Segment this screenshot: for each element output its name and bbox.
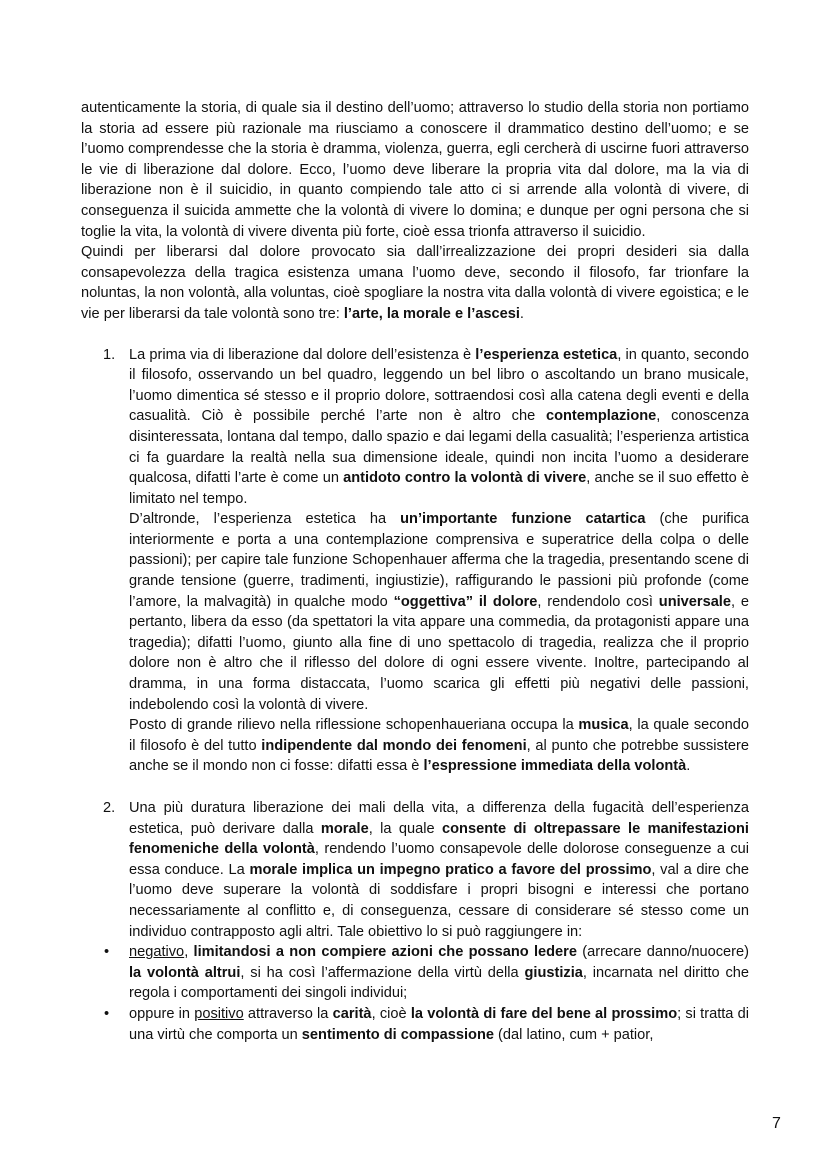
- bold-run: la volontà di fare del bene al prossimo: [410, 1005, 678, 1022]
- text-run: (dal latino, cum + patior,: [494, 1026, 654, 1043]
- bullet-marker: •: [104, 1005, 110, 1022]
- page-number: 7: [772, 1115, 781, 1132]
- bold-run: universale: [658, 593, 731, 610]
- bold-run: consente di oltrepassare le manifestazioni fenomeniche della volontà: [129, 820, 749, 858]
- bullet-text: [129, 942, 749, 1004]
- bold-run: “oggettiva” il dolore: [393, 593, 538, 610]
- underlined-run: negativo: [129, 944, 185, 961]
- intro-paragraph-ways: [81, 242, 749, 324]
- bold-run: l’espressione immediata della volontà: [423, 758, 687, 775]
- text-run: , conoscenza disinteressata, lontana dal tempo, dallo spazio e dai legami della casualità; l’esperienza artistica ci fa guardare la realtà nella sua dimensione ideale, quindi non incita l’uomo a desiderare qualcosa, difatti l’arte è come un: [129, 408, 749, 487]
- text-run: , val a dire che l’uomo deve superare la volontà di soddisfare i propri bisogni e interessi che portano necessariamente al conflitto e, di conseguenza, cessare di considerare sé stesso come un individuo contrapposto agli altri. Tale obiettivo lo si può raggiungere in:: [129, 861, 749, 940]
- bold-run: contemplazione: [545, 408, 657, 425]
- text-run: , rendendo l’uomo consapevole delle dolorose conseguenze a cui essa conduce. La: [129, 841, 749, 878]
- text-run: , in quanto, secondo il filosofo, osservando un bel quadro, leggendo un bel libro o ascoltando un brano musicale, l’uomo dimentica sé stesso e il proprio dolore, sottraendosi così alla catena degli eventi e della casualità. Ciò è possibile perché l’arte non è altro che: [129, 346, 749, 425]
- aesthetic-paragraph-1: [129, 345, 749, 510]
- morality-paragraph: [129, 798, 749, 942]
- bold-run: un’importante funzione catartica: [400, 511, 646, 528]
- document-page: [81, 98, 749, 1045]
- list-number: 2.: [103, 800, 116, 816]
- text-run: , cioè: [371, 1005, 411, 1022]
- bold-run: giustizia: [524, 964, 583, 981]
- text-run: , si ha così l’affermazione della virtù della: [240, 964, 525, 981]
- bold-run: indipendente dal mondo dei fenomeni: [261, 737, 527, 754]
- bold-run: l’esperienza estetica: [475, 346, 618, 363]
- bold-run: la volontà altrui: [129, 964, 241, 981]
- text-run: Posto di grande rilievo nella riflessione schopenhaueriana occupa la: [129, 717, 579, 734]
- text-run: , e pertanto, libera da esso (da spettatori la vita appare una commedia, da protagonisti appare una tragedia); difatti l’uomo, giunto alla fine di uno spettacolo di tragedia, realizza che il proprio dolore non è altro che il riflesso del dolore di ogni essere vivente. Inoltre, partecipando al dramma, in una forma distaccata, l’uomo scarica gli effetti più negativi delle passioni, indebolendo così la volontà di vivere.: [129, 593, 749, 713]
- aesthetic-paragraph-2: [129, 509, 749, 715]
- bold-run: morale: [320, 820, 369, 837]
- text-run: La prima via di liberazione dal dolore dell’esistenza è: [129, 346, 476, 363]
- text-run: (che purifica interiormente e porta a una contemplazione comprensiva e superatrice della colpa o delle passioni); per capire tale funzione Schopenhauer afferma che la tragedia, presentando scene di grande tensione (guerre, tradimenti, ingiustizie), raffigurando le passioni più profonde (come l’amore, la malvagità) in qualche modo: [129, 511, 750, 610]
- list-number: 1.: [103, 346, 116, 363]
- bullet-list: [81, 942, 749, 1045]
- text-run: Quindi per liberarsi dal dolore provocato sia dall’irrealizzazione dei propri desideri sia dalla consapevolezza della tragica esistenza umana l’uomo deve, secondo il filosofo, far trionfare la noluntas, la non volontà, alla voluntas, cioè spogliare la nostra vita dalla volontà di vivere egoistica; e le vie per liberarsi da tale volontà sono tre:: [81, 244, 749, 322]
- text-run: (arrecare danno/nuocere): [576, 944, 749, 961]
- bold-run: limitandosi a non compiere azioni che possano ledere: [193, 944, 577, 961]
- bullet-text: [129, 1004, 749, 1045]
- aesthetic-paragraph-3: [129, 715, 749, 777]
- text-run: , la quale: [368, 820, 443, 837]
- bullet-item-positive: [81, 1004, 749, 1045]
- text-run: D’altronde, l’esperienza estetica ha: [129, 511, 401, 528]
- bullet-item-negative: [81, 942, 749, 1004]
- text-run: oppure in: [129, 1005, 195, 1022]
- list-item-aesthetic: [81, 345, 749, 777]
- bold-run: musica: [578, 717, 629, 734]
- text-run: , rendendolo così: [537, 593, 659, 610]
- text-run: .: [686, 758, 691, 775]
- bold-run: l’arte, la morale e l’ascesi: [343, 305, 520, 322]
- bold-run: carità: [332, 1005, 372, 1022]
- text-run: .: [519, 305, 524, 322]
- intro-paragraph: autenticamente la storia, di quale sia il destino dell’uomo; attraverso lo studio della storia non portiamo la storia ad essere più razionale ma riusciamo a conoscere il drammatico destino dell’uomo; e se l’uomo comprendesse che la storia è dramma, violenza, guerra, egli cercherà di uscirne fuori attraverso le vie di liberazione dal dolore. Ecco, l’uomo deve liberare la propria vita dal dolore, ma la via di liberazione non è il suicidio, in quanto compiendo tale atto ci si arrende alla volontà di vivere, di conseguenza il suicida ammette che la volontà di vivere lo domina; e dunque per ogni persona che si toglie la vita, la volontà di vivere diventa più forte, cioè essa trionfa attraverso il suicidio.: [81, 100, 749, 240]
- text-run: ,: [184, 944, 194, 961]
- underlined-run: positivo: [194, 1005, 244, 1022]
- numbered-list: [81, 345, 749, 943]
- text-run: ; si tratta di una virtù che comporta un: [129, 1005, 749, 1043]
- text-run: Una più duratura liberazione dei mali della vita, a differenza della fugacità dell’esperienza estetica, può derivare dalla: [129, 800, 749, 837]
- bold-run: antidoto contro la volontà di vivere: [343, 470, 587, 487]
- bullet-marker: •: [104, 944, 110, 961]
- text-run: , al punto che potrebbe sussistere anche se il mondo non ci fosse: difatti essa è: [129, 737, 749, 775]
- text-run: attraverso la: [243, 1005, 333, 1022]
- text-run: , la quale secondo il filosofo è del tutto: [129, 717, 749, 754]
- bold-run: sentimento di compassione: [301, 1026, 494, 1043]
- text-run: , incarnata nel diritto che regola i comportamenti dei singoli individui;: [129, 964, 749, 1002]
- text-run: , anche se il suo effetto è limitato nel tempo.: [129, 470, 749, 507]
- list-item-morality: [81, 798, 749, 942]
- bold-run: morale implica un impegno pratico a favore del prossimo: [249, 861, 652, 878]
